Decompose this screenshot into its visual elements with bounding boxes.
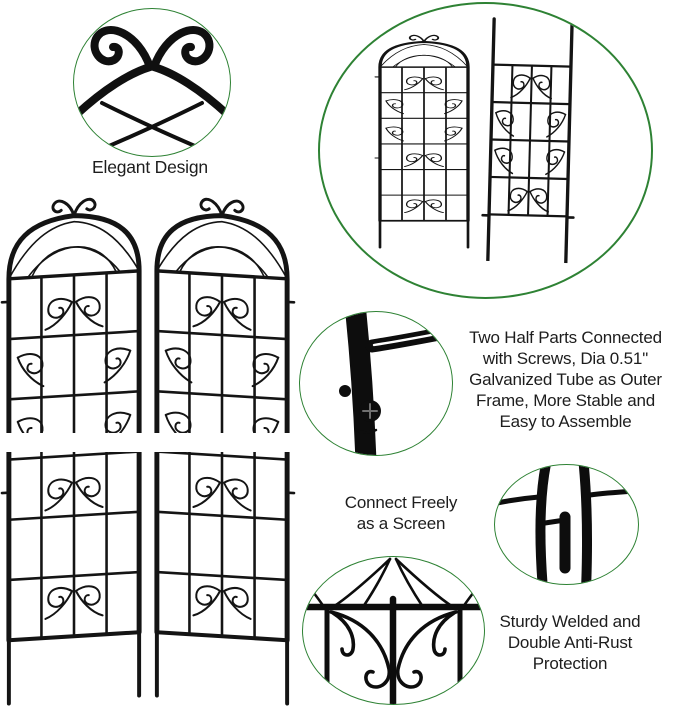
feature-text-line: Sturdy Welded and [499, 612, 641, 631]
arch-scroll-image [303, 557, 484, 704]
feature-text-sturdy [479, 611, 661, 674]
weld-joint-image [495, 465, 638, 584]
feature-text-line: Easy to Assemble [499, 412, 632, 431]
feature-text-line: Double Anti-Rust [507, 633, 633, 652]
feature-text-line: Protection [532, 654, 608, 673]
feature-text-line: Frame, More Stable and [476, 391, 655, 410]
feature-text-line: Connect Freely [344, 493, 458, 512]
trellis-screen-image [0, 183, 296, 709]
feature-text-screen [306, 492, 496, 534]
feature-text-line: Galvanized Tube as Outer [469, 370, 662, 389]
feature-text-line: Two Half Parts Connected [469, 328, 662, 347]
arched-trellis-image [374, 30, 474, 254]
feature-text-line: with Screws, Dia 0.51'' [482, 349, 649, 368]
screw-joint-detail-circle [299, 311, 453, 456]
elegant-design-detail-circle [73, 8, 231, 157]
flat-trellis-image [475, 17, 585, 264]
arch-scroll-detail-circle [302, 556, 485, 705]
feature-text-line: as a Screen [356, 514, 446, 533]
weld-detail-circle [494, 464, 639, 585]
screw-joint-image [300, 312, 452, 455]
scroll-finial-image [74, 9, 230, 156]
elegant-design-label: Elegant Design [92, 157, 208, 177]
feature-text-connected [452, 327, 679, 432]
trellis-pair-bubble [318, 2, 653, 299]
watermark-band [0, 433, 296, 452]
